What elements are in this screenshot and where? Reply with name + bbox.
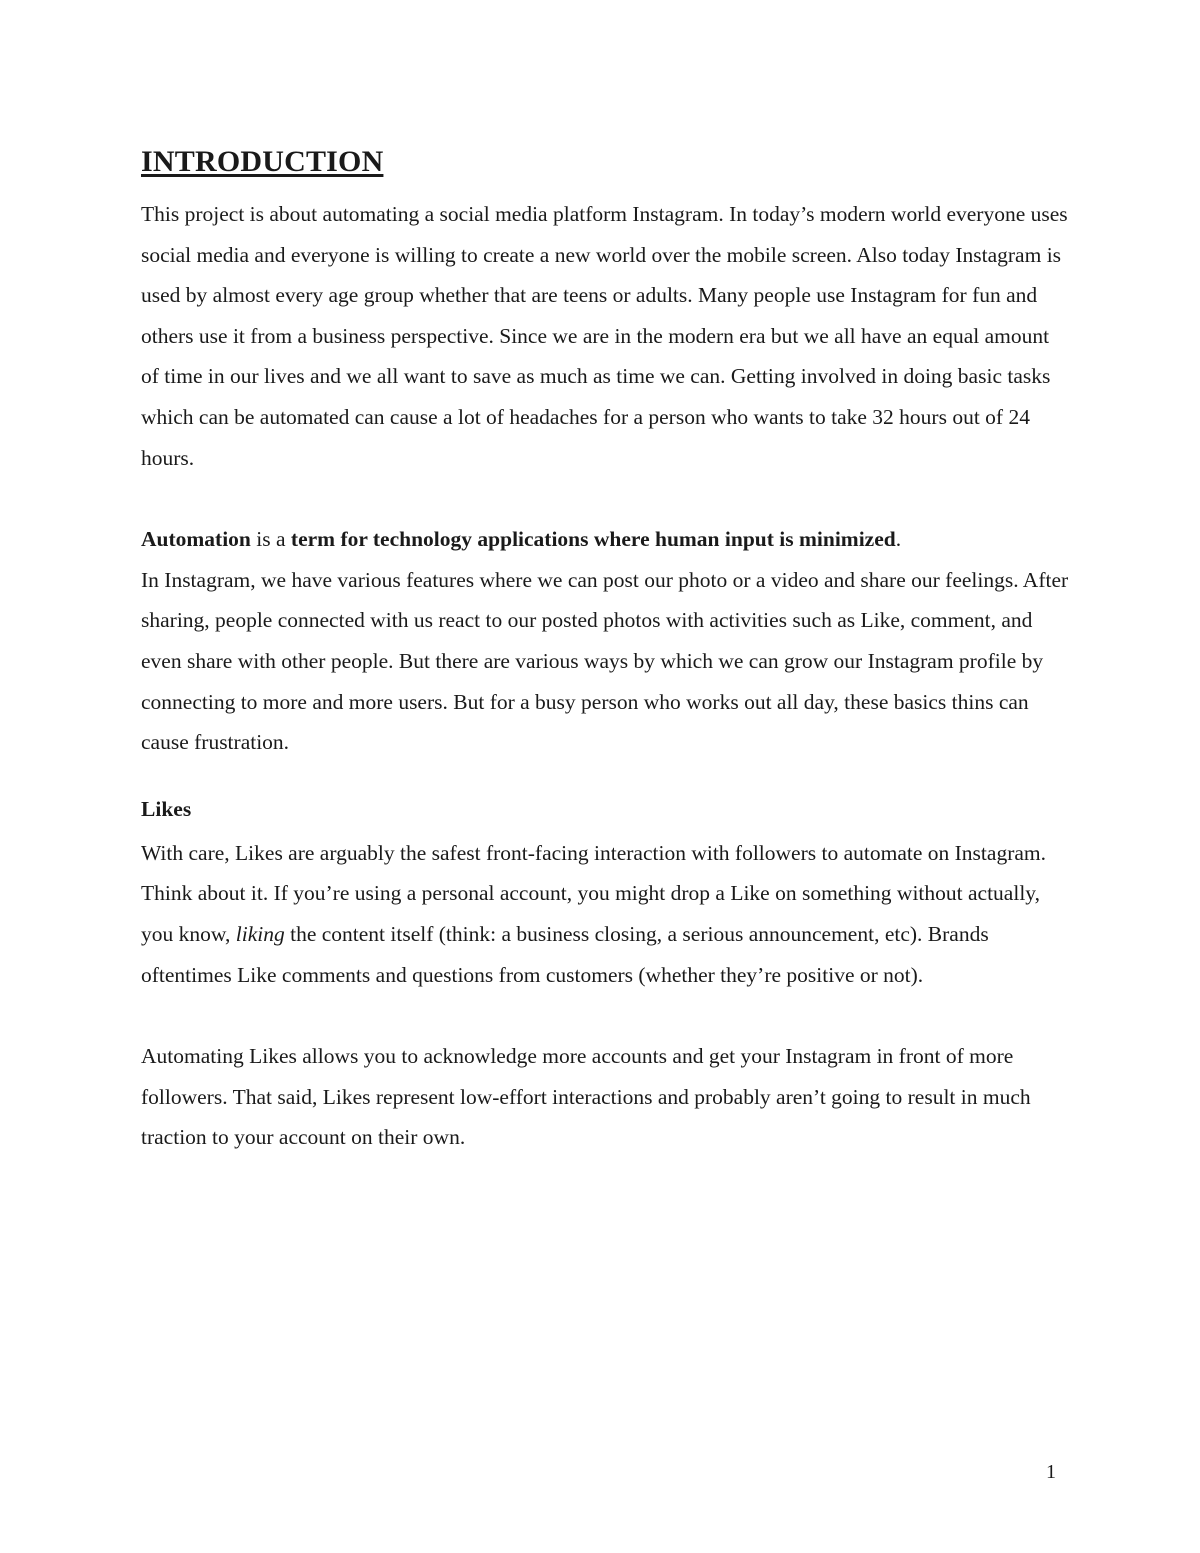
likes-paragraph-italic: liking xyxy=(235,921,285,946)
automation-connector: is a xyxy=(250,527,291,552)
automation-definition-line xyxy=(141,519,1071,560)
automation-definition: term for technology applications where human input is minimized xyxy=(290,527,896,552)
document-body xyxy=(141,140,1071,1158)
page-number: 1 xyxy=(1046,1461,1056,1483)
likes-paragraph xyxy=(141,833,1071,995)
section-heading-introduction: INTRODUCTION xyxy=(141,145,384,178)
likes-paragraph-part2: the content itself (think: a business closing, a serious announcement, etc). Brands oftentimes Like comments and questions from customers (whether they’re positive or not). xyxy=(141,921,989,987)
likes-paragraph-part1: With care, Likes are arguably the safest front-facing interaction with followers to automate on Instagram. Think about it. If you’re using a personal account, you might drop a Like on something without actually, you know, xyxy=(141,840,1046,946)
automating-likes-paragraph: Automating Likes allows you to acknowledge more accounts and get your Instagram in front of more followers. That said, Likes represent low-effort interactions and probably aren’t going to result in much traction to your account on their own. xyxy=(141,1044,1031,1150)
intro-paragraph: This project is about automating a social media platform Instagram. In today’s modern world everyone uses social media and everyone is willing to create a new world over the mobile screen. Also today Instagram is used by almost every age group whether that are teens or adults. Many people use Instagram for fun and others use it from a business perspective. Since we are in the modern era but we all have an equal amount of time in our lives and we all want to save as much as time we can. Getting involved in doing basic tasks which can be automated can cause a lot of headaches for a person who wants to take 32 hours out of 24 hours. xyxy=(141,202,1068,470)
instagram-paragraph: In Instagram, we have various features where we can post our photo or a video and share our feelings. After sharing, people connected with us react to our posted photos with activities such as Like, comment, and even share with other people. But there are various ways by which we can grow our Instagram profile by connecting to more and more users. But for a busy person who works out all day, these basics thins can cause frustration. xyxy=(141,567,1069,755)
automation-term: Automation xyxy=(141,527,251,552)
automation-end: . xyxy=(895,527,902,552)
section-heading-likes: Likes xyxy=(141,796,192,821)
